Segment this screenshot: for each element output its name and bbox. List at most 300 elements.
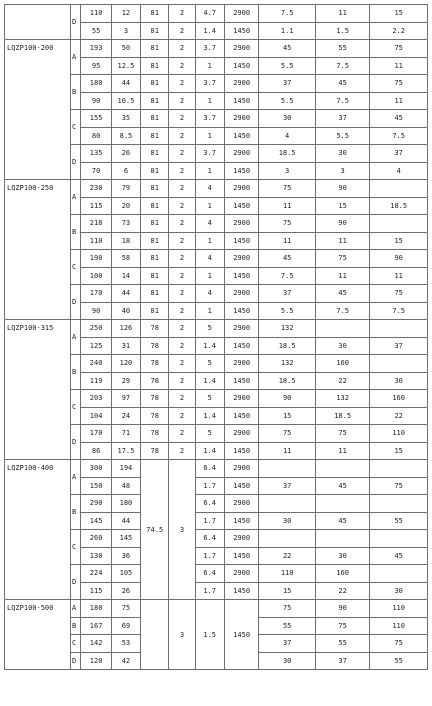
table-cell: 2900 bbox=[224, 285, 259, 303]
table-cell: 11 bbox=[370, 267, 428, 285]
table-cell: 1450 bbox=[224, 302, 259, 320]
table-cell bbox=[315, 495, 369, 513]
table-cell: 45 bbox=[259, 250, 316, 268]
table-cell: 44 bbox=[111, 512, 140, 530]
table-cell: 10.5 bbox=[111, 92, 140, 110]
table-cell: 4.7 bbox=[195, 5, 224, 23]
table-cell: 5 bbox=[195, 390, 224, 408]
table-cell: 100 bbox=[81, 267, 111, 285]
table-cell: 7.5 bbox=[315, 92, 369, 110]
table-cell bbox=[315, 530, 369, 548]
table-cell: 15 bbox=[370, 232, 428, 250]
table-cell: 58 bbox=[111, 250, 140, 268]
table-cell: 22 bbox=[315, 582, 369, 600]
table-cell: 17.5 bbox=[111, 442, 140, 460]
table-cell: 167 bbox=[81, 617, 111, 635]
table-cell: 26 bbox=[111, 582, 140, 600]
table-cell: 6.4 bbox=[195, 565, 224, 583]
table-cell: 1450 bbox=[224, 477, 259, 495]
table-cell: 1.7 bbox=[195, 477, 224, 495]
table-cell: 1 bbox=[195, 127, 224, 145]
variant-cell: B bbox=[70, 215, 80, 250]
table-cell: 90 bbox=[370, 250, 428, 268]
table-cell: 115 bbox=[81, 197, 111, 215]
table-cell: 1450 bbox=[224, 407, 259, 425]
table-cell: 110 bbox=[81, 5, 111, 23]
table-cell: 81 bbox=[141, 215, 169, 233]
table-cell: 75 bbox=[259, 180, 316, 198]
table-cell: 180 bbox=[81, 75, 111, 93]
table-cell: 300 bbox=[81, 460, 111, 478]
table-cell: 20 bbox=[111, 197, 140, 215]
table-cell: 18.5 bbox=[315, 407, 369, 425]
table-cell: 48 bbox=[111, 477, 140, 495]
table-cell bbox=[370, 530, 428, 548]
table-cell: 110 bbox=[81, 232, 111, 250]
table-cell: 190 bbox=[81, 250, 111, 268]
table-cell: 2 bbox=[169, 320, 195, 338]
model-cell bbox=[5, 5, 71, 40]
table-cell: 119 bbox=[81, 372, 111, 390]
table-cell: 2 bbox=[169, 355, 195, 373]
table-cell: 2 bbox=[169, 267, 195, 285]
table-cell: 37 bbox=[259, 635, 316, 653]
variant-cell: B bbox=[70, 617, 80, 635]
table-cell: 7.5 bbox=[370, 127, 428, 145]
table-cell: 1450 bbox=[224, 600, 259, 670]
table-cell: 115 bbox=[81, 582, 111, 600]
table-cell: 2 bbox=[169, 92, 195, 110]
table-cell: 90 bbox=[315, 600, 369, 618]
table-cell: 30 bbox=[315, 145, 369, 163]
table-cell: 2900 bbox=[224, 565, 259, 583]
table-cell: 130 bbox=[81, 547, 111, 565]
table-cell: 3 bbox=[169, 600, 195, 670]
table-cell: 45 bbox=[259, 40, 316, 58]
table-cell: 78 bbox=[141, 407, 169, 425]
table-cell: 4 bbox=[195, 285, 224, 303]
table-cell: 22 bbox=[370, 407, 428, 425]
table-cell: 1.7 bbox=[195, 547, 224, 565]
table-cell: 4 bbox=[259, 127, 316, 145]
table-body bbox=[5, 5, 428, 670]
table-cell: 7.5 bbox=[259, 267, 316, 285]
table-cell: 7.5 bbox=[370, 302, 428, 320]
table-cell: 6.4 bbox=[195, 460, 224, 478]
table-cell: 79 bbox=[111, 180, 140, 198]
table-cell: 126 bbox=[111, 320, 140, 338]
table-cell: 78 bbox=[141, 372, 169, 390]
table-cell: 75 bbox=[315, 250, 369, 268]
table-cell bbox=[315, 320, 369, 338]
model-cell: LQZP100-250 bbox=[5, 180, 71, 320]
table-cell: 203 bbox=[81, 390, 111, 408]
table-cell: 2900 bbox=[224, 40, 259, 58]
table-cell: 3.7 bbox=[195, 40, 224, 58]
table-cell: 110 bbox=[370, 425, 428, 443]
model-cell: LQZP100-500 bbox=[5, 600, 71, 670]
table-cell: 2 bbox=[169, 250, 195, 268]
table-cell: 224 bbox=[81, 565, 111, 583]
table-cell: 2900 bbox=[224, 75, 259, 93]
table-cell: 1.4 bbox=[195, 407, 224, 425]
table-cell: 8.5 bbox=[111, 127, 140, 145]
table-cell: 55 bbox=[370, 512, 428, 530]
table-cell: 194 bbox=[111, 460, 140, 478]
table-cell: 42 bbox=[111, 652, 140, 670]
table-cell: 260 bbox=[81, 530, 111, 548]
table-cell: 145 bbox=[81, 512, 111, 530]
model-cell: LQZP100-400 bbox=[5, 460, 71, 600]
table-cell: 29 bbox=[111, 372, 140, 390]
variant-cell: D bbox=[70, 145, 80, 180]
table-cell: 290 bbox=[81, 495, 111, 513]
table-cell: 2 bbox=[169, 145, 195, 163]
table-cell: 11 bbox=[315, 442, 369, 460]
table-cell: 55 bbox=[315, 635, 369, 653]
table-cell: 45 bbox=[315, 512, 369, 530]
table-cell: 37 bbox=[259, 75, 316, 93]
table-cell: 2 bbox=[169, 302, 195, 320]
table-cell: 1450 bbox=[224, 92, 259, 110]
table-cell: 90 bbox=[81, 302, 111, 320]
table-cell: 2 bbox=[169, 337, 195, 355]
table-cell: 3 bbox=[169, 460, 195, 600]
table-cell: 15 bbox=[259, 407, 316, 425]
table-cell bbox=[370, 320, 428, 338]
table-cell: 105 bbox=[111, 565, 140, 583]
table-cell: 30 bbox=[259, 110, 316, 128]
table-row bbox=[5, 180, 428, 198]
table-cell bbox=[315, 460, 369, 478]
table-cell: 1 bbox=[195, 267, 224, 285]
table-cell: 14 bbox=[111, 267, 140, 285]
table-cell: 2 bbox=[169, 232, 195, 250]
table-cell: 2 bbox=[169, 5, 195, 23]
table-cell: 132 bbox=[259, 320, 316, 338]
table-cell: 44 bbox=[111, 285, 140, 303]
table-cell: 125 bbox=[81, 337, 111, 355]
variant-cell: D bbox=[70, 652, 80, 670]
table-cell: 2900 bbox=[224, 495, 259, 513]
table-cell: 230 bbox=[81, 180, 111, 198]
table-cell: 78 bbox=[141, 320, 169, 338]
table-cell: 22 bbox=[259, 547, 316, 565]
table-cell: 250 bbox=[81, 320, 111, 338]
table-cell: 45 bbox=[315, 75, 369, 93]
table-cell: 1 bbox=[195, 57, 224, 75]
table-cell: 142 bbox=[81, 635, 111, 653]
table-cell: 180 bbox=[111, 495, 140, 513]
table-cell: 15 bbox=[259, 582, 316, 600]
table-row bbox=[5, 600, 428, 618]
table-cell: 1 bbox=[195, 232, 224, 250]
table-cell: 1.4 bbox=[195, 22, 224, 40]
table-cell: 75 bbox=[111, 600, 140, 618]
table-cell: 44 bbox=[111, 75, 140, 93]
table-cell: 78 bbox=[141, 425, 169, 443]
table-cell: 2900 bbox=[224, 390, 259, 408]
table-cell: 75 bbox=[370, 40, 428, 58]
table-cell: 7.5 bbox=[315, 57, 369, 75]
table-cell: 81 bbox=[141, 232, 169, 250]
table-cell: 1450 bbox=[224, 162, 259, 180]
table-cell: 18.5 bbox=[259, 372, 316, 390]
table-cell: 81 bbox=[141, 57, 169, 75]
table-cell: 170 bbox=[81, 425, 111, 443]
table-cell: 1450 bbox=[224, 337, 259, 355]
table-cell: 30 bbox=[259, 512, 316, 530]
table-cell: 2900 bbox=[224, 180, 259, 198]
table-cell: 2 bbox=[169, 442, 195, 460]
table-cell: 37 bbox=[370, 145, 428, 163]
table-cell: 55 bbox=[259, 617, 316, 635]
table-cell: 75 bbox=[370, 75, 428, 93]
table-cell bbox=[141, 600, 169, 670]
table-cell: 55 bbox=[81, 22, 111, 40]
table-cell: 1.4 bbox=[195, 442, 224, 460]
table-cell: 1450 bbox=[224, 267, 259, 285]
variant-cell: A bbox=[70, 320, 80, 355]
table-cell: 2 bbox=[169, 22, 195, 40]
table-row bbox=[5, 40, 428, 58]
table-cell: 110 bbox=[259, 565, 316, 583]
variant-cell: A bbox=[70, 600, 80, 618]
table-cell: 218 bbox=[81, 215, 111, 233]
table-cell: 2 bbox=[169, 390, 195, 408]
variant-cell: C bbox=[70, 110, 80, 145]
table-cell: 81 bbox=[141, 180, 169, 198]
table-cell: 37 bbox=[315, 652, 369, 670]
table-row bbox=[5, 460, 428, 478]
table-cell: 37 bbox=[370, 337, 428, 355]
table-cell: 11 bbox=[315, 267, 369, 285]
variant-cell: B bbox=[70, 495, 80, 530]
table-cell: 5 bbox=[195, 355, 224, 373]
table-cell: 120 bbox=[111, 355, 140, 373]
table-cell bbox=[370, 215, 428, 233]
table-cell: 160 bbox=[315, 565, 369, 583]
table-cell: 80 bbox=[81, 127, 111, 145]
table-cell: 81 bbox=[141, 110, 169, 128]
table-cell: 75 bbox=[370, 635, 428, 653]
table-cell: 3 bbox=[111, 22, 140, 40]
table-cell: 5 bbox=[195, 425, 224, 443]
table-cell: 11 bbox=[259, 442, 316, 460]
table-cell: 1.7 bbox=[195, 582, 224, 600]
table-cell: 75 bbox=[315, 425, 369, 443]
table-cell: 1450 bbox=[224, 512, 259, 530]
table-cell: 2 bbox=[169, 372, 195, 390]
table-cell: 11 bbox=[259, 232, 316, 250]
table-cell: 81 bbox=[141, 5, 169, 23]
table-cell: 2 bbox=[169, 407, 195, 425]
table-cell: 75 bbox=[370, 477, 428, 495]
table-cell: 78 bbox=[141, 442, 169, 460]
table-cell: 135 bbox=[81, 145, 111, 163]
table-cell: 1 bbox=[195, 162, 224, 180]
variant-cell: D bbox=[70, 425, 80, 460]
table-cell: 4 bbox=[195, 250, 224, 268]
table-cell: 2 bbox=[169, 57, 195, 75]
table-cell: 120 bbox=[81, 652, 111, 670]
pump-spec-table bbox=[4, 4, 428, 670]
table-cell: 170 bbox=[81, 285, 111, 303]
table-cell: 81 bbox=[141, 127, 169, 145]
table-cell: 90 bbox=[315, 180, 369, 198]
table-cell: 3.7 bbox=[195, 145, 224, 163]
table-cell: 2 bbox=[169, 197, 195, 215]
variant-cell: C bbox=[70, 250, 80, 285]
table-cell: 1 bbox=[195, 302, 224, 320]
table-cell: 81 bbox=[141, 75, 169, 93]
model-cell: LQZP100-315 bbox=[5, 320, 71, 460]
table-cell: 2900 bbox=[224, 145, 259, 163]
table-cell: 12.5 bbox=[111, 57, 140, 75]
table-cell: 2 bbox=[169, 127, 195, 145]
table-cell: 75 bbox=[259, 425, 316, 443]
table-cell: 2900 bbox=[224, 5, 259, 23]
table-cell: 37 bbox=[315, 110, 369, 128]
table-cell: 240 bbox=[81, 355, 111, 373]
table-cell: 18 bbox=[111, 232, 140, 250]
table-cell: 145 bbox=[111, 530, 140, 548]
table-cell: 18.5 bbox=[259, 337, 316, 355]
table-cell: 2900 bbox=[224, 110, 259, 128]
variant-cell: C bbox=[70, 530, 80, 565]
table-cell: 74.5 bbox=[141, 460, 169, 600]
table-cell: 18.5 bbox=[259, 145, 316, 163]
table-cell: 2 bbox=[169, 40, 195, 58]
variant-cell: B bbox=[70, 355, 80, 390]
table-cell: 78 bbox=[141, 390, 169, 408]
table-cell: 12 bbox=[111, 5, 140, 23]
table-cell: 70 bbox=[81, 162, 111, 180]
table-cell: 7.5 bbox=[315, 302, 369, 320]
table-cell: 5.5 bbox=[259, 302, 316, 320]
table-cell: 30 bbox=[370, 372, 428, 390]
table-cell: 2900 bbox=[224, 530, 259, 548]
table-cell: 81 bbox=[141, 22, 169, 40]
table-cell: 15 bbox=[370, 5, 428, 23]
table-cell: 2 bbox=[169, 215, 195, 233]
variant-cell: D bbox=[70, 565, 80, 600]
table-cell: 1450 bbox=[224, 57, 259, 75]
table-cell: 2900 bbox=[224, 320, 259, 338]
table-cell: 2.2 bbox=[370, 22, 428, 40]
table-cell: 86 bbox=[81, 442, 111, 460]
variant-cell: A bbox=[70, 180, 80, 215]
table-cell: 55 bbox=[315, 40, 369, 58]
table-cell: 81 bbox=[141, 40, 169, 58]
table-cell: 1 bbox=[195, 92, 224, 110]
table-cell: 24 bbox=[111, 407, 140, 425]
variant-cell: D bbox=[70, 285, 80, 320]
table-cell: 5.5 bbox=[259, 57, 316, 75]
table-cell: 15 bbox=[370, 442, 428, 460]
table-cell bbox=[259, 460, 316, 478]
table-cell: 1.7 bbox=[195, 512, 224, 530]
table-cell: 110 bbox=[370, 600, 428, 618]
table-cell: 40 bbox=[111, 302, 140, 320]
table-cell: 2 bbox=[169, 285, 195, 303]
variant-cell: A bbox=[70, 460, 80, 495]
table-cell: 193 bbox=[81, 40, 111, 58]
table-row bbox=[5, 320, 428, 338]
table-cell: 1450 bbox=[224, 22, 259, 40]
table-cell: 81 bbox=[141, 197, 169, 215]
table-cell: 30 bbox=[315, 547, 369, 565]
table-cell: 81 bbox=[141, 267, 169, 285]
table-cell: 78 bbox=[141, 355, 169, 373]
table-cell bbox=[259, 530, 316, 548]
table-cell: 132 bbox=[315, 390, 369, 408]
table-cell: 7.5 bbox=[259, 5, 316, 23]
table-cell: 81 bbox=[141, 162, 169, 180]
table-cell: 3.7 bbox=[195, 110, 224, 128]
variant-cell: C bbox=[70, 635, 80, 653]
variant-cell: A bbox=[70, 40, 80, 75]
table-cell: 2 bbox=[169, 162, 195, 180]
table-cell: 90 bbox=[259, 390, 316, 408]
variant-cell: B bbox=[70, 75, 80, 110]
table-cell: 11 bbox=[259, 197, 316, 215]
table-cell: 50 bbox=[111, 40, 140, 58]
table-cell: 53 bbox=[111, 635, 140, 653]
table-cell: 2900 bbox=[224, 460, 259, 478]
table-cell: 81 bbox=[141, 250, 169, 268]
table-cell: 37 bbox=[259, 477, 316, 495]
table-cell: 71 bbox=[111, 425, 140, 443]
table-cell: 3 bbox=[259, 162, 316, 180]
table-cell: 6.4 bbox=[195, 495, 224, 513]
table-cell: 11 bbox=[370, 57, 428, 75]
table-cell: 2900 bbox=[224, 250, 259, 268]
table-cell: 26 bbox=[111, 145, 140, 163]
variant-cell: C bbox=[70, 390, 80, 425]
table-cell: 3.7 bbox=[195, 75, 224, 93]
table-cell: 132 bbox=[259, 355, 316, 373]
table-cell: 1450 bbox=[224, 127, 259, 145]
model-cell: LQZP100-200 bbox=[5, 40, 71, 180]
table-cell: 81 bbox=[141, 285, 169, 303]
table-cell: 30 bbox=[259, 652, 316, 670]
table-cell: 2900 bbox=[224, 215, 259, 233]
table-cell: 160 bbox=[370, 390, 428, 408]
table-cell: 95 bbox=[81, 57, 111, 75]
table-cell: 1450 bbox=[224, 442, 259, 460]
table-cell: 2900 bbox=[224, 425, 259, 443]
table-cell bbox=[370, 460, 428, 478]
table-cell: 155 bbox=[81, 110, 111, 128]
table-cell: 30 bbox=[315, 337, 369, 355]
table-cell bbox=[370, 565, 428, 583]
table-cell: 75 bbox=[259, 600, 316, 618]
table-cell: 45 bbox=[315, 285, 369, 303]
table-cell: 1450 bbox=[224, 547, 259, 565]
table-cell: 90 bbox=[315, 215, 369, 233]
table-cell: 1.4 bbox=[195, 372, 224, 390]
table-cell: 11 bbox=[370, 92, 428, 110]
table-cell: 45 bbox=[315, 477, 369, 495]
table-cell: 75 bbox=[259, 215, 316, 233]
table-cell: 78 bbox=[141, 337, 169, 355]
table-cell: 18.5 bbox=[370, 197, 428, 215]
table-cell: 104 bbox=[81, 407, 111, 425]
table-cell: 35 bbox=[111, 110, 140, 128]
table-cell: 2900 bbox=[224, 355, 259, 373]
table-cell: 45 bbox=[370, 110, 428, 128]
